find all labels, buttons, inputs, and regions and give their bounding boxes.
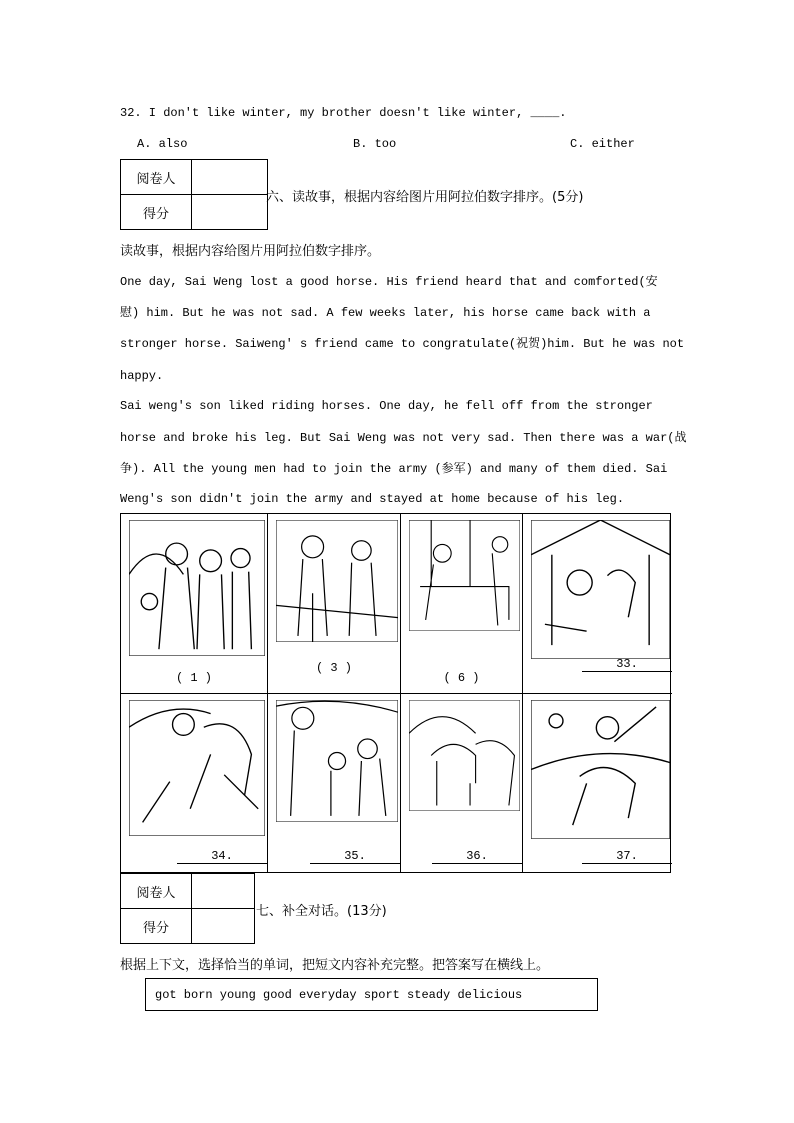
- section-7-title: 七、补全对话。(13分): [256, 904, 387, 919]
- option-b: B. too: [353, 137, 397, 151]
- score-blank[interactable]: [192, 909, 255, 944]
- score-table-7: [120, 873, 255, 944]
- story-line: One day, Sai Weng lost a good horse. His friend heard that and comforted(安: [120, 275, 658, 289]
- answer-blank-36[interactable]: 36.: [432, 849, 522, 864]
- picture-label: ( 6 ): [443, 671, 480, 685]
- score-label: 得分: [121, 909, 192, 944]
- picture-grid: [120, 513, 671, 873]
- word-bank-text: got born young good everyday sport steady delicious: [155, 988, 523, 1002]
- story-illustration: [409, 520, 520, 631]
- answer-blank-33[interactable]: 33.: [582, 657, 672, 672]
- picture-label: ( 1 ): [175, 671, 212, 685]
- reviewer-blank[interactable]: [192, 160, 268, 195]
- story-illustration: [531, 700, 670, 839]
- score-label: 得分: [121, 195, 192, 230]
- picture-cell: [401, 694, 523, 872]
- section-6-instruction: 读故事，根据内容给图片用阿拉伯数字排序。: [120, 244, 381, 259]
- answer-blank-37[interactable]: 37.: [582, 849, 672, 864]
- picture-cell: [523, 514, 672, 694]
- story-line: happy.: [120, 369, 164, 383]
- reviewer-label: 阅卷人: [121, 160, 192, 195]
- story-illustration: [129, 520, 265, 656]
- answer-blank-35[interactable]: 35.: [310, 849, 400, 864]
- option-a: A. also: [137, 137, 188, 151]
- option-c: C. either: [570, 137, 635, 151]
- picture-cell: [121, 694, 268, 872]
- story-illustration: [276, 700, 398, 822]
- picture-cell: [121, 514, 268, 694]
- section-7-instruction: 根据上下文，选择恰当的单词，把短文内容补充完整。把答案写在横线上。: [120, 958, 550, 973]
- word-bank: [145, 978, 598, 1011]
- picture-cell: [268, 694, 401, 872]
- section-6-title: 六、读故事，根据内容给图片用阿拉伯数字排序。(5分): [266, 190, 584, 205]
- story-illustration: [276, 520, 398, 642]
- picture-label: ( 3 ): [315, 661, 352, 675]
- story-illustration: [531, 520, 670, 659]
- story-line: horse and broke his leg. But Sai Weng was not very sad. Then there was a war(战: [120, 431, 687, 445]
- picture-cell: [268, 514, 401, 694]
- story-illustration: [129, 700, 265, 836]
- reviewer-blank[interactable]: [192, 874, 255, 909]
- picture-cell: [523, 694, 672, 872]
- score-table-6: [120, 159, 268, 230]
- story-illustration: [409, 700, 520, 811]
- question-32-stem: 32. I don't like winter, my brother doesn't like winter, ____.: [120, 106, 567, 120]
- story-line: Weng's son didn't join the army and stayed at home because of his leg.: [120, 492, 625, 506]
- answer-blank-34[interactable]: 34.: [177, 849, 267, 864]
- story-line: 慰) him. But he was not sad. A few weeks later, his horse came back with a: [120, 306, 651, 320]
- story-line: 争). All the young men had to join the army (参军) and many of them died. Sai: [120, 462, 668, 476]
- picture-cell: [401, 514, 523, 694]
- story-line: stronger horse. Saiweng' s friend came to congratulate(祝贺)him. But he was not: [120, 337, 685, 351]
- score-blank[interactable]: [192, 195, 268, 230]
- reviewer-label: 阅卷人: [121, 874, 192, 909]
- story-line: Sai weng's son liked riding horses. One day, he fell off from the stronger: [120, 399, 653, 413]
